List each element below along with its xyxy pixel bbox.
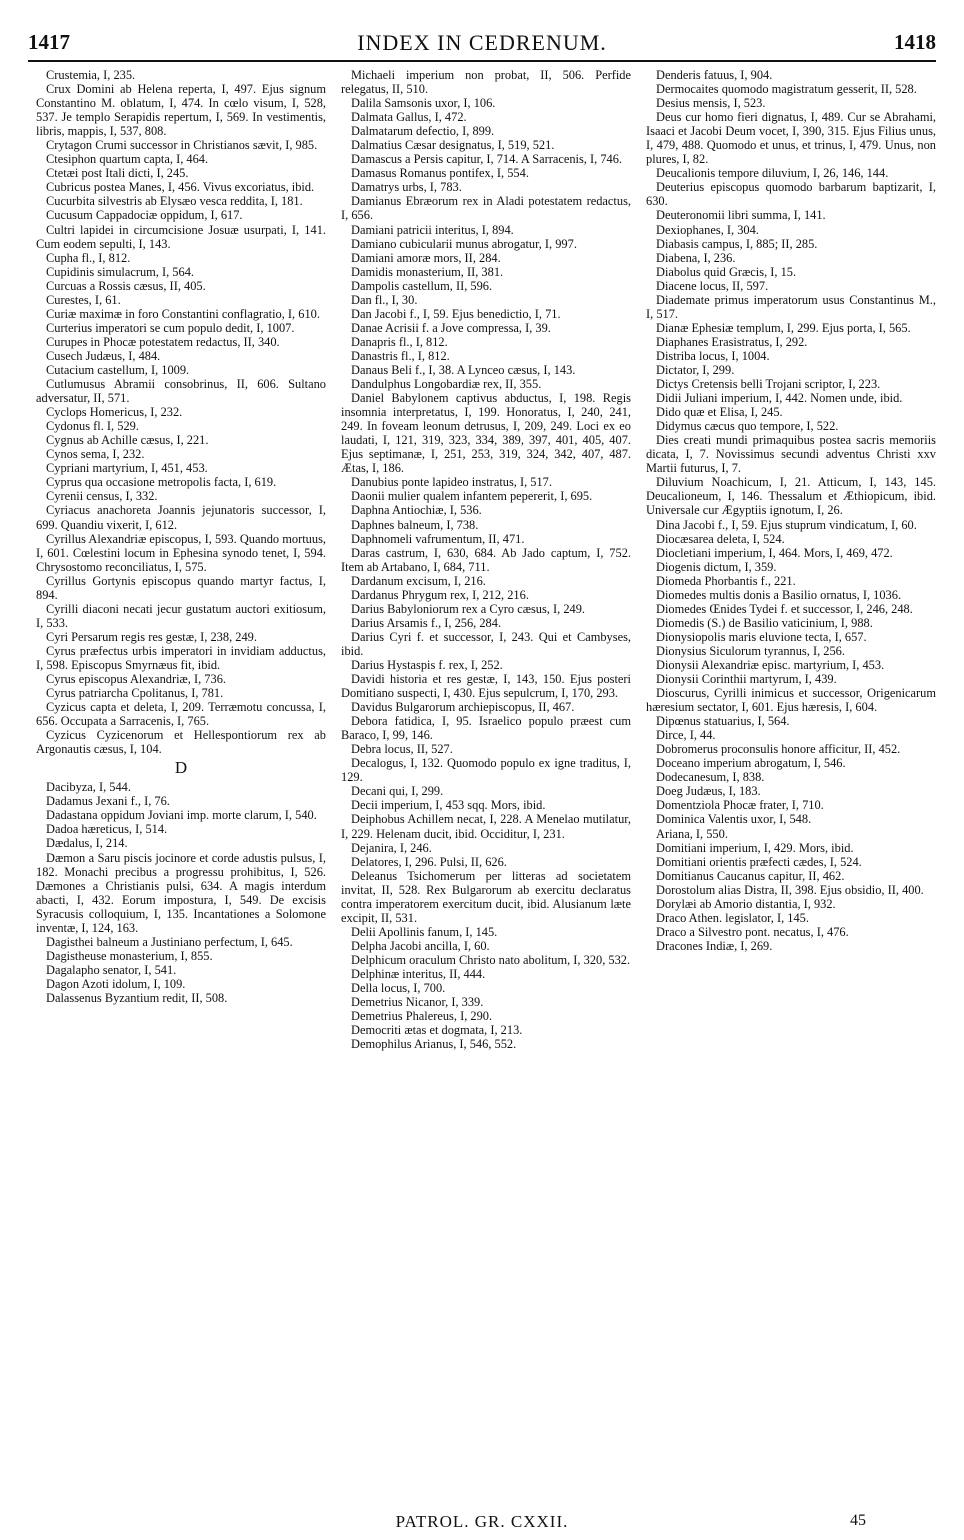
index-entry: Dardanum excisum, I, 216.	[351, 573, 486, 588]
index-entry: Deleanus Tsichomerum per litteras ad societatem invitat, II, 528. Rex Bulgarorum ab exercitu declaratus contra imperatorem exercitum ducit, ibid. Alusianum læte excipit, II, 531.	[341, 868, 631, 925]
index-entry: Cucusum Cappadociæ oppidum, I, 617.	[46, 208, 243, 223]
index-entry: Draco a Silvestro pont. necatus, I, 476.	[656, 924, 849, 939]
index-entry: Crux Domini ab Helena reperta, I, 497. Ejus signum Constantino M. oblatum, I, 474. In cœlo visum, I, 528, 537. Je templo Serapidis repertum, I, 569. In vestimentis, libris, mappis, I, 537, 808.	[36, 82, 326, 139]
index-entry: Damiani patricii interitus, I, 894.	[351, 222, 514, 237]
index-entry: Domitiani imperium, I, 429. Mors, ibid.	[656, 840, 854, 855]
index-entry: Cupidinis simulacrum, I, 564.	[46, 264, 194, 279]
index-entry: Diomedes Œnides Tydei f. et successor, I, 246, 248.	[656, 601, 913, 616]
index-entry: Crustemia, I, 235.	[46, 68, 136, 82]
index-entry: Curiæ maximæ in foro Constantini conflagratio, I, 610.	[46, 306, 320, 321]
index-entry: Crytagon Crumi successor in Christianos sævit, I, 985.	[46, 138, 318, 153]
index-entry: Demophilus Arianus, I, 546, 552.	[351, 1037, 517, 1052]
index-entry: Dejanira, I, 246.	[351, 840, 432, 855]
index-entry: Cyrilli diaconi necati jecur gustatum auctori exitiosum, I, 533.	[36, 601, 326, 630]
index-entry: Dobromerus proconsulis honore afficitur, II, 452.	[656, 742, 901, 757]
index-column-1	[36, 68, 326, 1498]
index-entry: Ariana, I, 550.	[656, 826, 728, 841]
index-entry: Dionysii Corinthii martyrum, I, 439.	[656, 672, 837, 687]
index-entry: Doeg Judæus, I, 183.	[656, 784, 761, 799]
index-entry: Curterius imperatori se cum populo dedit, I, 1007.	[46, 320, 295, 335]
index-entry: Cupha fl., I, 812.	[46, 250, 131, 265]
index-entry: Deuteronomii libri summa, I, 141.	[656, 208, 826, 223]
index-entry: Dadamus Jexani f., I, 76.	[46, 794, 170, 809]
index-entry: Dalassenus Byzantium redit, II, 508.	[46, 991, 228, 1005]
index-entry: Cynos sema, I, 232.	[46, 447, 145, 462]
index-entry: Damiani amoræ mors, II, 284.	[351, 250, 501, 265]
index-entry: Delphicum oraculum Christo nato abolitum, I, 320, 532.	[351, 952, 631, 967]
index-entry: Deus cur homo fieri dignatus, I, 489. Cur se Abrahami, Isaaci et Jacobi Deum vocet, I, 390, 315. Ejus Filius unus, I, 479, 488. Quomodo et unus, et trinus, I, 479. Unus, non plures, I, 82.	[646, 110, 936, 167]
index-entry: Diademate primus imperatorum usus Constantinus M., I, 517.	[646, 292, 936, 321]
column-number-left: 1417	[28, 30, 70, 54]
index-entry: Diomeda Phorbantis f., 221.	[656, 573, 796, 588]
index-entry: Dies creati mundi primaquibus postea sacris memoriis dicata, I, 7. Novissimus secundi adventus Christi xxv Martii futurus, I, 7.	[646, 433, 936, 476]
index-entry: Desius mensis, I, 523.	[656, 96, 766, 111]
index-entry: Michaeli imperium non probat, II, 506. Perfide relegatus, II, 510.	[341, 68, 631, 97]
index-entry: Cyzicus Cyzicenorum et Hellespontiorum rex ab Argonautis cæsus, I, 104.	[36, 728, 326, 757]
index-entry: Dan fl., I, 30.	[351, 292, 418, 307]
index-entry: Cypriani martyrium, I, 451, 453.	[46, 461, 208, 476]
index-entry: Domitiani orientis præfecti cædes, I, 524.	[656, 854, 862, 869]
index-entry: Dexiophanes, I, 304.	[656, 222, 759, 237]
index-entry: Dictys Cretensis belli Trojani scriptor, I, 223.	[656, 377, 881, 392]
index-entry: Cyrillus Gortynis episcopus quando martyr factus, I, 894.	[36, 573, 326, 602]
index-entry: Dipœnus statuarius, I, 564.	[656, 714, 790, 729]
index-entry: Dardanus Phrygum rex, I, 212, 216.	[351, 587, 529, 602]
section-letter: D	[174, 758, 188, 778]
index-entry: Diocletiani imperium, I, 464. Mors, I, 469, 472.	[656, 545, 893, 560]
index-entry: Dandulphus Longobardiæ rex, II, 355.	[351, 377, 542, 392]
index-entry: Darius Arsamis f., I, 256, 284.	[351, 615, 502, 630]
index-entry: Danaus Beli f., I, 38. A Lynceo cæsus, I, 143.	[351, 362, 576, 377]
index-entry: Cubricus postea Manes, I, 456. Vivus excoriatus, ibid.	[46, 180, 315, 195]
index-entry: Cyrus præfectus urbis imperatori in invidiam adductus, I, 598. Episcopus Smyrnæus fit, ibid.	[36, 643, 326, 672]
index-entry: Debra locus, II, 527.	[351, 742, 453, 757]
index-entry: Danapris fl., I, 812.	[351, 334, 448, 349]
index-entry: Daphnomeli vafrumentum, II, 471.	[351, 531, 525, 546]
index-entry: Davidus Bulgarorum archiepiscopus, II, 467.	[351, 700, 575, 715]
index-entry: Delatores, I, 296. Pulsi, II, 626.	[351, 854, 507, 869]
index-entry: Diocæsarea deleta, I, 524.	[656, 531, 785, 546]
index-entry: Cucurbita silvestris ab Elysæo vesca reddita, I, 181.	[46, 194, 303, 209]
index-entry: Diluvium Noachicum, I, 21. Atticum, I, 143, 145. Deucalioneum, I, 146. Thessalum et Æthiopicum, ibid. Universale cur Ægyptiis ignotum, I, 26.	[646, 475, 936, 518]
index-entry: Danae Acrisii f. a Jove compressa, I, 39.	[351, 320, 551, 335]
index-entry: Dioscurus, Cyrilli inimicus et successor, Origenicarum hæresium sectator, I, 601. Ejus hæresis, I, 604.	[646, 686, 936, 715]
index-entry: Domentziola Phocæ frater, I, 710.	[656, 798, 824, 813]
index-entry: Dan Jacobi f., I, 59. Ejus benedictio, I, 71.	[351, 306, 561, 321]
index-entry: Danubius ponte lapideo instratus, I, 517.	[351, 475, 552, 490]
index-entry: Damiano cubicularii munus abrogatur, I, 997.	[351, 236, 577, 251]
index-entry: Dracones Indiæ, I, 269.	[656, 938, 773, 953]
index-entry: Dædalus, I, 214.	[46, 836, 128, 851]
index-entry: Delii Apollinis fanum, I, 145.	[351, 924, 498, 939]
index-entry: Dominica Valentis uxor, I, 548.	[656, 812, 812, 827]
index-entry: Cyprus qua occasione metropolis facta, I, 619.	[46, 475, 277, 490]
column-number-right: 1418	[894, 30, 936, 54]
index-entry: Cyzicus capta et deleta, I, 209. Terræmotu concussa, I, 656. Occupata a Sarracenis, I, 765.	[36, 700, 326, 729]
index-entry: Didii Juliani imperium, I, 442. Nomen unde, ibid.	[656, 391, 903, 406]
page-header	[28, 30, 936, 56]
index-columns	[36, 68, 936, 1498]
index-entry: Ctetæi post Itali dicti, I, 245.	[46, 166, 189, 181]
page-title: INDEX IN CEDRENUM.	[357, 30, 607, 55]
index-entry: Cyrenii census, I, 332.	[46, 489, 158, 504]
index-entry: Daphnes balneum, I, 738.	[351, 517, 479, 532]
index-entry: Dalmatarum defectio, I, 899.	[351, 124, 495, 139]
series-signature: PATROL. GR. CXXII.	[395, 1512, 569, 1531]
index-entry: Cydonus fl. I, 529.	[46, 419, 139, 434]
index-entry: Dorostolum alias Distra, II, 398. Ejus obsidio, II, 400.	[656, 882, 924, 897]
index-entry: Cyrus episcopus Alexandriæ, I, 736.	[46, 672, 226, 687]
index-entry: Denderis fatuus, I, 904.	[656, 68, 773, 82]
index-entry: Diogenis dictum, I, 359.	[656, 559, 777, 574]
index-entry: Damianus Ebræorum rex in Aladi potestatem redactus, I, 656.	[341, 194, 631, 223]
index-entry: Dadastana oppidum Joviani imp. morte clarum, I, 540.	[46, 808, 317, 823]
index-entry: Doceano imperium abrogatum, I, 546.	[656, 756, 846, 771]
index-entry: Damatrys urbs, I, 783.	[351, 180, 462, 195]
index-entry: Cyrus patriarcha Cpolitanus, I, 781.	[46, 686, 224, 701]
index-entry: Debora fatidica, I, 95. Israelico populo præest cum Baraco, I, 99, 146.	[341, 714, 631, 743]
index-entry: Davidi historia et res gestæ, I, 143, 150. Ejus posteri Domitiano suspecti, I, 430. Ejus sepulcrum, I, 170, 293.	[341, 672, 631, 701]
page-footer	[28, 1512, 936, 1534]
index-entry: Decani qui, I, 299.	[351, 784, 444, 799]
index-entry: Dalila Samsonis uxor, I, 106.	[351, 96, 496, 111]
signature-number: 45	[850, 1512, 866, 1529]
index-entry: Demetrius Phalereus, I, 290.	[351, 1009, 493, 1024]
index-entry: Dido quæ et Elisa, I, 245.	[656, 405, 783, 420]
index-entry: Dagalapho senator, I, 541.	[46, 962, 177, 977]
index-entry: Dionysius Siculorum tyrannus, I, 256.	[656, 643, 845, 658]
index-entry: Draco Athen. legislator, I, 145.	[656, 910, 809, 925]
index-entry: Daonii mulier qualem infantem pepererit, I, 695.	[351, 489, 593, 504]
index-entry: Dianæ Ephesiæ templum, I, 299. Ejus porta, I, 565.	[656, 320, 911, 335]
index-entry: Diabena, I, 236.	[656, 250, 736, 265]
index-entry: Dagistheuse monasterium, I, 855.	[46, 948, 213, 963]
index-entry: Deuterius episcopus quomodo barbarum baptizarit, I, 630.	[646, 180, 936, 209]
index-column-3	[646, 68, 936, 1498]
index-entry: Dictator, I, 299.	[656, 362, 735, 377]
header-rule	[28, 60, 936, 62]
index-entry: Deiphobus Achillem necat, I, 228. A Menelao mutilatur, I, 229. Helenam ducit, ibid. Occiditur, I, 231.	[341, 812, 631, 841]
index-entry: Diabasis campus, I, 885; II, 285.	[656, 236, 818, 251]
index-entry: Daras castrum, I, 630, 684. Ab Jado captum, I, 752. Item ab Artabano, I, 684, 711.	[341, 545, 631, 574]
index-entry: Cyrillus Alexandriæ episcopus, I, 593. Quando mortuus, I, 601. Cœlestini locum in Ephesina synodo tenet, I, 594. Chrysostomo reconciliatus, I, 575.	[36, 531, 326, 574]
index-entry: Cyclops Homericus, I, 232.	[46, 405, 183, 420]
index-entry: Dodecanesum, I, 838.	[656, 770, 765, 785]
index-entry: Darius Babyloniorum rex a Cyro cæsus, I, 249.	[351, 601, 586, 616]
index-entry: Curestes, I, 61.	[46, 292, 121, 307]
index-entry: Domitianus Caucanus capitur, II, 462.	[656, 868, 845, 883]
index-entry: Delpha Jacobi ancilla, I, 60.	[351, 938, 490, 953]
index-entry: Darius Hystaspis f. rex, I, 252.	[351, 657, 503, 672]
index-entry: Decii imperium, I, 453 sqq. Mors, ibid.	[351, 798, 546, 813]
index-entry: Damidis monasterium, II, 381.	[351, 264, 504, 279]
index-entry: Darius Cyri f. et successor, I, 243. Qui et Cambyses, ibid.	[341, 629, 631, 658]
index-entry: Danastris fl., I, 812.	[351, 348, 450, 363]
index-entry: Diomedis (S.) de Basilio vaticinium, I, 988.	[656, 615, 873, 630]
index-entry: Decalogus, I, 132. Quomodo populo ex igne traditus, I, 129.	[341, 756, 631, 785]
index-entry: Delphinæ interitus, II, 444.	[351, 967, 486, 981]
index-entry: Dacibyza, I, 544.	[46, 780, 131, 795]
index-entry: Cygnus ab Achille cæsus, I, 221.	[46, 433, 209, 448]
index-entry: Ctesiphon quartum capta, I, 464.	[46, 152, 209, 167]
index-entry: Curupes in Phocæ potestatem redactus, II, 340.	[46, 334, 280, 349]
index-entry: Dalmatius Cæsar designatus, I, 519, 521.	[351, 138, 555, 153]
index-entry: Distriba locus, I, 1004.	[656, 348, 770, 363]
index-entry: Dionysiopolis maris eluvione tecta, I, 657.	[656, 629, 867, 644]
index-entry: Diaphanes Erasistratus, I, 292.	[656, 334, 808, 349]
index-column-2	[341, 68, 631, 1498]
index-entry: Dalmata Gallus, I, 472.	[351, 110, 467, 125]
index-entry: Democriti ætas et dogmata, I, 213.	[351, 1023, 523, 1038]
index-entry: Dina Jacobi f., I, 59. Ejus stuprum vindicatum, I, 60.	[656, 517, 917, 532]
index-entry: Diacene locus, II, 597.	[656, 278, 769, 293]
index-entry: Dionysii Alexandriæ episc. martyrium, I, 453.	[656, 657, 885, 672]
index-entry: Cutlumusus Abramii consobrinus, II, 606. Sultano adversatur, II, 571.	[36, 377, 326, 406]
index-entry: Dadoa hæreticus, I, 514.	[46, 822, 168, 837]
index-entry: Dagisthei balneum a Justiniano perfectum, I, 645.	[46, 934, 293, 949]
index-entry: Dorylæi ab Amorio distantia, I, 932.	[656, 896, 836, 911]
index-entry: Curcuas a Rossis cæsus, II, 405.	[46, 278, 206, 293]
index-entry: Dæmon a Saru piscis jocinore et corde adustis pulsus, I, 182. Monachi precibus a progressu prohibitus, I, 526. Dæmones a Christianis pulsi, 634. A magis interdum abacti, I, 432. Eorum impostura, I, 549. De excisis Syracusis colloquium, I, 135. Incantationes a Solomone inventæ, I, 124, 163.	[36, 850, 326, 935]
index-entry: Diabolus quid Græcis, I, 15.	[656, 264, 797, 279]
index-entry: Dagon Azoti idolum, I, 109.	[46, 976, 186, 991]
index-entry: Cusech Judæus, I, 484.	[46, 348, 161, 363]
index-entry: Cultri lapidei in circumcisione Josuæ usurpati, I, 141. Cum eodem sepulti, I, 143.	[36, 222, 326, 251]
index-entry: Daphna Antiochiæ, I, 536.	[351, 503, 482, 518]
index-entry: Demetrius Nicanor, I, 339.	[351, 995, 484, 1010]
index-entry: Diomedes multis donis a Basilio ornatus, I, 1036.	[656, 587, 902, 602]
index-entry: Dampolis castellum, II, 596.	[351, 278, 493, 293]
index-entry: Della locus, I, 700.	[351, 981, 446, 996]
index-entry: Didymus cæcus quo tempore, I, 522.	[656, 419, 839, 434]
index-entry: Deucalionis tempore diluvium, I, 26, 146, 144.	[656, 166, 889, 181]
index-entry: Dirce, I, 44.	[656, 728, 716, 743]
index-entry: Damasus Romanus pontifex, I, 554.	[351, 166, 529, 181]
index-entry: Daniel Babylonem captivus abductus, I, 198. Regis insomnia interpretatus, I, 199. Honoratus, I, 240, 241, 249. In foveam leonum detrusus, I, 209, 249. Loci ex eo laudati, I, 121, 319, 323, 334, 389, 397, 401, 405, 407. Ejus septimanæ, I, 251, 253, 319, 324, 342, 407, 487. Ætas, I, 186.	[341, 391, 631, 476]
index-entry: Cyri Persarum regis res gestæ, I, 238, 249.	[46, 629, 257, 644]
index-entry: Dermocaites quomodo magistratum gesserit, II, 528.	[656, 82, 917, 97]
index-entry: Damascus a Persis capitur, I, 714. A Sarracenis, I, 746.	[351, 152, 623, 167]
index-entry: Cutacium castellum, I, 1009.	[46, 362, 190, 377]
index-entry: Cyriacus anachoreta Joannis jejunatoris successor, I, 699. Quandiu vixerit, I, 612.	[36, 503, 326, 532]
